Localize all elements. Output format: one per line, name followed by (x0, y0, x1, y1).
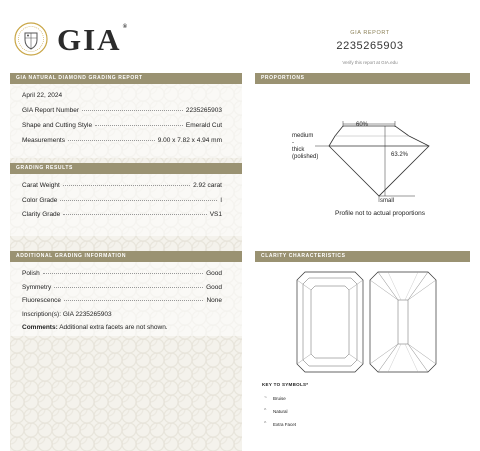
key-to-symbols-title: KEY TO SYMBOLS* (262, 382, 309, 387)
color-value: I (220, 197, 222, 204)
section-header-grading-report: GIA NATURAL DIAMOND GRADING REPORT (10, 73, 242, 84)
natural-symbol-icon: ^ (264, 408, 267, 414)
measurements-value: 9.00 x 7.82 x 4.94 mm (157, 137, 222, 144)
row-carat (22, 182, 222, 189)
report-number-header: 2235265903 (336, 40, 404, 52)
polish-value: Good (206, 270, 222, 277)
bruise-symbol-icon: ~ (264, 395, 267, 401)
color-label: Color Grade (22, 197, 58, 204)
depth-percentage: 63.2% (391, 152, 409, 158)
girdle-dash: - (292, 140, 294, 146)
row-measurements (22, 137, 222, 144)
measurements-label: Measurements (22, 137, 65, 144)
report-label: GIA REPORT (350, 30, 390, 36)
row-shape (22, 122, 222, 129)
section-header-proportions: PROPORTIONS (255, 73, 470, 84)
polish-label: Polish (22, 270, 40, 277)
clarity-value: VS1 (209, 211, 222, 218)
report-date: April 22, 2024 (22, 92, 63, 99)
gia-logo (14, 22, 129, 56)
clarity-plot-pavilion (368, 270, 438, 374)
shape-value: Emerald Cut (185, 122, 222, 129)
table-percentage: 60% (356, 122, 369, 128)
comments-value: Additional extra facets are not shown. (57, 324, 168, 331)
key-label-bruise: Bruise (273, 396, 286, 401)
symmetry-label: Symmetry (22, 284, 52, 291)
comments-label: Comments: (22, 324, 58, 331)
row-report-number (22, 107, 222, 114)
verify-text[interactable]: Verify this report at GIA.edu (342, 60, 398, 65)
fluorescence-label: Fluorescence (22, 297, 62, 304)
report-number-value: 2235265903 (185, 107, 222, 114)
section-header-grading-results: GRADING RESULTS (10, 163, 242, 174)
section-header-additional: ADDITIONAL GRADING INFORMATION (10, 251, 242, 262)
row-color (22, 197, 222, 204)
key-item-natural (264, 409, 288, 414)
girdle-medium: medium (292, 133, 314, 139)
comments (22, 324, 168, 331)
gia-wordmark: GIA® (57, 21, 130, 57)
row-symmetry (22, 284, 222, 291)
symmetry-value: Good (206, 284, 222, 291)
row-clarity (22, 211, 222, 218)
key-item-extra-facet (264, 422, 296, 427)
clarity-label: Clarity Grade (22, 211, 61, 218)
proportions-caption: Profile not to actual proportions (335, 210, 425, 217)
girdle-thick: thick (292, 147, 305, 153)
shape-label: Shape and Cutting Style (22, 122, 93, 129)
carat-value: 2.92 carat (193, 182, 222, 189)
key-label-natural: Natural (273, 409, 288, 414)
fluorescence-value: None (206, 297, 222, 304)
proportions-diagram (255, 86, 470, 211)
report-number-label: GIA Report Number (22, 107, 80, 114)
row-polish (22, 270, 222, 277)
row-fluorescence (22, 297, 222, 304)
inscription: Inscription(s): GIA 2235265903 (22, 311, 112, 318)
culet-size: small (380, 198, 395, 204)
section-header-clarity: CLARITY CHARACTERISTICS (255, 251, 470, 262)
gia-seal-icon (14, 22, 48, 56)
girdle-polished: (polished) (292, 154, 319, 160)
carat-label: Carat Weight (22, 182, 60, 189)
extra-facet-symbol-icon: ^ (264, 421, 267, 427)
clarity-plot-crown (295, 270, 365, 374)
key-label-extra-facet: Extra Facet (273, 422, 297, 427)
key-item-bruise (264, 396, 286, 401)
